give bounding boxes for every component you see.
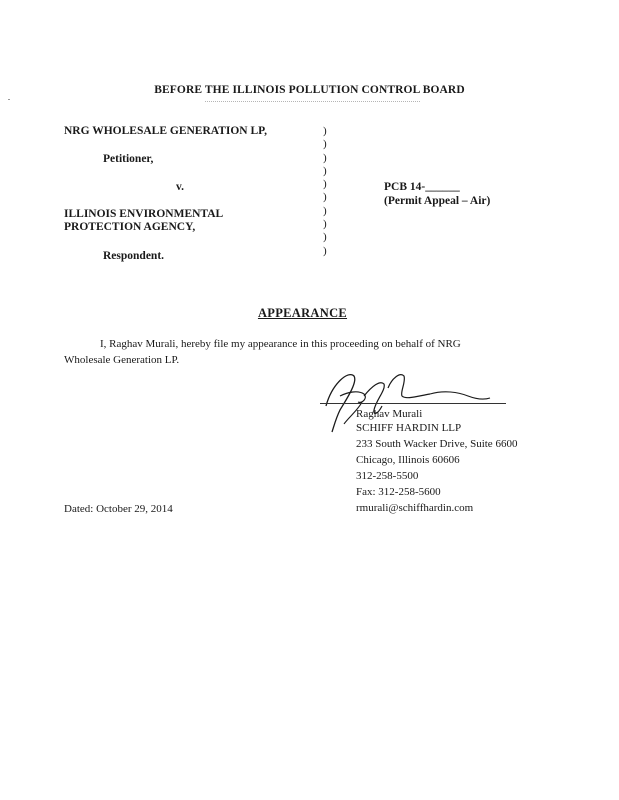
caption-paren: ) (323, 178, 327, 191)
signatory-name: Raghav Murali (356, 408, 423, 420)
address-line1: 233 South Wacker Drive, Suite 6600 (356, 438, 518, 450)
email-address: rmurali@schiffhardin.com (356, 502, 474, 514)
respondent-role: Respondent. (103, 250, 165, 262)
case-type: (Permit Appeal – Air) (384, 195, 491, 207)
law-firm: SCHIFF HARDIN LLP (356, 422, 462, 434)
caption-parentheses (323, 125, 333, 258)
case-number: PCB 14-______ (384, 181, 460, 193)
caption-paren: ) (323, 151, 327, 164)
signature-line (320, 403, 506, 404)
caption-paren: ) (323, 164, 327, 177)
scan-speck (8, 99, 10, 100)
date-line: Dated: October 29, 2014 (64, 503, 173, 515)
appearance-statement (64, 336, 534, 368)
respondent-name-line1: ILLINOIS ENVIRONMENTAL (64, 208, 224, 220)
appearance-statement-line2: Wholesale Generation LP. (64, 354, 180, 366)
petitioner-name: NRG WHOLESALE GENERATION LP, (64, 125, 268, 137)
address-line2: Chicago, Illinois 60606 (356, 454, 460, 466)
caption-paren: ) (323, 125, 327, 137)
caption-paren: ) (323, 244, 327, 257)
versus-label: v. (176, 181, 184, 193)
document-title: APPEARANCE (257, 306, 348, 320)
fax-number: Fax: 312-258-5600 (356, 486, 441, 498)
court-title-divider (205, 101, 420, 103)
caption-paren: ) (323, 218, 327, 231)
court-title: BEFORE THE ILLINOIS POLLUTION CONTROL BOARD (154, 84, 465, 96)
petitioner-role: Petitioner, (103, 153, 154, 165)
caption-paren: ) (323, 138, 327, 151)
phone-number: 312-258-5500 (356, 470, 419, 482)
appearance-statement-line1: I, Raghav Murali, hereby file my appearance in this proceeding on behalf of NRG (100, 338, 461, 350)
caption-paren: ) (323, 204, 327, 217)
caption-paren: ) (323, 231, 327, 244)
caption-paren: ) (323, 191, 327, 204)
respondent-name-line2: PROTECTION AGENCY, (64, 221, 196, 233)
